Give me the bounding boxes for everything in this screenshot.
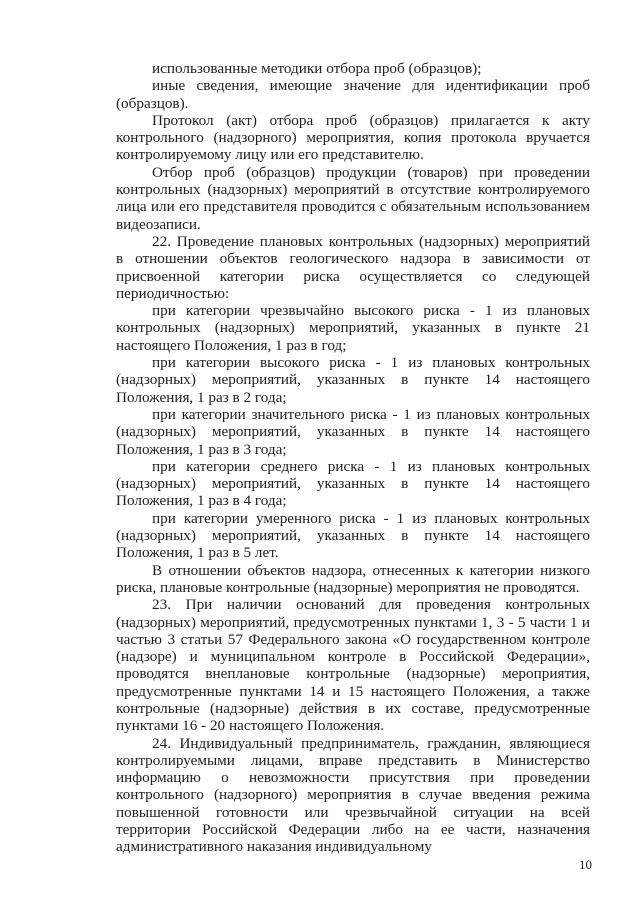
paragraph: при категории среднего риска - 1 из плановых контрольных (надзорных) мероприятий, указанных в пункте 14 настоящего Положения, 1 раз в 4 года; (116, 457, 590, 510)
paragraph: Отбор проб (образцов) продукции (товаров) при проведении контрольных (надзорных) мероприятий в отсутствие контролируемого лица или его представителя проводится с обязательным использованием видеозаписи. (116, 163, 590, 233)
paragraph: при категории высокого риска - 1 из плановых контрольных (надзорных) мероприятий, указанных в пункте 14 настоящего Положения, 1 раз в 2 года; (116, 354, 590, 406)
paragraph: 22. Проведение плановых контрольных (надзорных) мероприятий в отношении объектов геологического надзора в зависимости от присвоенной категории риска осуществляется со следующей периодичностью: (116, 232, 590, 302)
body-text (116, 60, 590, 856)
paragraph: при категории умеренного риска - 1 из плановых контрольных (надзорных) мероприятий, указанных в пункте 14 настоящего Положения, 1 раз в 5 лет. (116, 509, 590, 562)
page-number: 10 (579, 857, 592, 872)
paragraph: Протокол (акт) отбора проб (образцов) прилагается к акту контрольного (надзорного) мероприятия, копия протокола вручается контролируемому лицу или его представителю. (116, 111, 590, 164)
paragraph: 24. Индивидуальный предприниматель, гражданин, являющиеся контролируемыми лицами, вправе представить в Министерство информацию о невозможности присутствия при проведении контрольного (надзорного) мероприятия в случае введения режима повышенной готовности или чрезвычайной ситуации на всей территории Российской Федерации либо на ее части, назначения административного наказания индивидуальному (116, 734, 590, 856)
paragraph: В отношении объектов надзора, отнесенных к категории низкого риска, плановые контрольные (надзорные) мероприятия не проводятся. (116, 561, 590, 596)
paragraph: иные сведения, имеющие значение для идентификации проб (образцов). (116, 77, 590, 112)
paragraph: при категории чрезвычайно высокого риска - 1 из плановых контрольных (надзорных) мероприятий, указанных в пункте 21 настоящего Положения, 1 раз в год; (116, 302, 590, 354)
paragraph: 23. При наличии оснований для проведения контрольных (надзорных) мероприятий, предусмотренных пунктами 1, 3 - 5 части 1 и частью 3 статьи 57 Федерального закона «О государственном контроле (надзоре) и муниципальном контроле в Российской Федерации», проводятся внеплановые контрольные (надзорные) мероприятия, предусмотренные пунктами 14 и 15 настоящего Положения, а также контрольные (надзорные) действия в их составе, предусмотренные пунктами 16 - 20 настоящего Положения. (116, 596, 590, 735)
paragraph: при категории значительного риска - 1 из плановых контрольных (надзорных) мероприятий, указанных в пункте 14 настоящего Положения, 1 раз в 3 года; (116, 405, 590, 458)
paragraph: использованные методики отбора проб (образцов); (152, 60, 482, 77)
